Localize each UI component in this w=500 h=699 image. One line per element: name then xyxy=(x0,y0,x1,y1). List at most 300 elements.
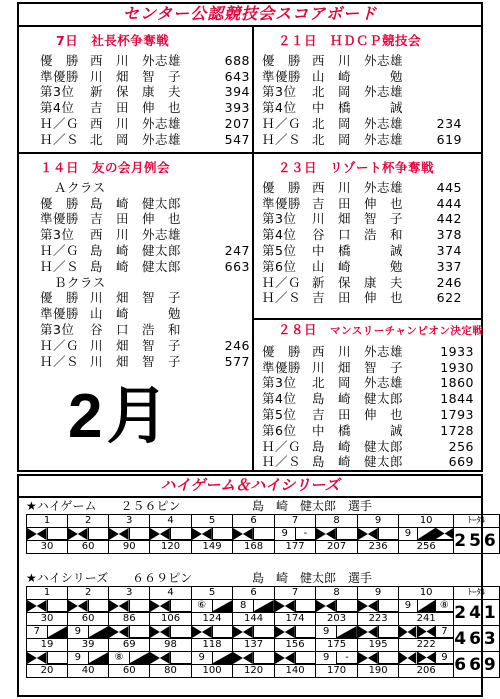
ball-row xyxy=(27,528,500,541)
result-row xyxy=(262,439,483,455)
frame-header-row xyxy=(27,515,500,528)
spare-ball xyxy=(212,600,233,612)
spare-ball xyxy=(129,652,150,664)
strike-mark-icon xyxy=(150,652,170,664)
frame-balls xyxy=(68,652,109,665)
strike-ball xyxy=(150,626,170,638)
cumulative-score: 168 xyxy=(233,541,275,554)
score xyxy=(430,84,462,100)
total-header: ﾄｰﾀﾙ xyxy=(453,587,499,600)
cumulative-score: 80 xyxy=(150,665,192,678)
player-name: 中 橋 誠 xyxy=(312,100,404,116)
frame-number: 4 xyxy=(150,515,192,528)
total-header: ﾄｰﾀﾙ xyxy=(453,515,499,528)
frame-number: 10 xyxy=(399,515,454,528)
frame-balls xyxy=(150,652,192,665)
score: 1793 xyxy=(440,406,474,422)
strike-mark-icon xyxy=(192,626,212,638)
score: 445 xyxy=(436,179,462,195)
ball-pins xyxy=(47,528,68,540)
frame-balls xyxy=(27,528,68,541)
result-list xyxy=(40,53,250,148)
cumulative-score: 98 xyxy=(150,639,192,652)
strike-ball xyxy=(358,652,378,664)
game-total: 669 xyxy=(453,652,499,678)
high-game-label xyxy=(26,499,372,513)
result-row xyxy=(262,196,462,212)
strike-mark-icon xyxy=(109,600,129,612)
rank: 優 勝 xyxy=(262,52,302,68)
rank: 第3位 xyxy=(40,84,75,100)
strike-mark-icon xyxy=(275,626,295,638)
player-name: 吉 田 伸 也 xyxy=(90,100,182,116)
ball-pins: 7 xyxy=(33,626,40,637)
frame-number: 4 xyxy=(150,587,192,600)
cumulative-score: 149 xyxy=(191,541,233,554)
score: 1728 xyxy=(440,422,474,438)
player-name: 川 畑 智 子 xyxy=(90,290,182,306)
strike-mark-icon xyxy=(358,528,378,540)
rank: 優 勝 xyxy=(40,290,80,306)
high-game-player: 島 崎 健太郎 選手 xyxy=(252,499,373,513)
rank: 第4位 xyxy=(262,100,297,116)
strike-mark-icon xyxy=(436,528,453,539)
strike-mark-icon xyxy=(27,528,47,540)
frame-number: 9 xyxy=(357,515,399,528)
strike-mark-icon xyxy=(275,600,295,612)
player-name: 西 川 外志雄 xyxy=(312,343,404,359)
score: 207 xyxy=(224,115,250,131)
frame-balls xyxy=(357,626,399,639)
rank: Ｈ／Ｓ xyxy=(40,131,80,147)
frame-balls xyxy=(274,528,316,541)
frame-balls xyxy=(399,600,454,613)
frame-balls xyxy=(233,528,275,541)
ball-row xyxy=(27,626,500,639)
score: 688 xyxy=(224,52,250,68)
player-name: 北 岡 外志雄 xyxy=(312,115,404,131)
spare-mark-icon xyxy=(213,652,233,663)
frame-number: 10 xyxy=(399,587,454,600)
cumulative-score: 20 xyxy=(27,665,68,678)
result-row xyxy=(40,306,250,322)
rank: 第6位 xyxy=(262,422,297,438)
ball-pins xyxy=(336,528,357,540)
player-name: 吉 田 伸 也 xyxy=(312,406,404,422)
ball-pins: 8 xyxy=(240,600,247,611)
score: 1844 xyxy=(440,391,474,407)
cumulative-score: 118 xyxy=(191,639,233,652)
strike-ball xyxy=(316,528,336,540)
cumulative-score: 30 xyxy=(27,541,68,554)
score: 1860 xyxy=(440,375,474,391)
event-block-day14 xyxy=(40,160,250,369)
rank: Ｈ／Ｓ xyxy=(262,454,302,470)
spare-ball xyxy=(417,600,435,612)
score xyxy=(430,69,462,85)
frame-balls xyxy=(399,652,454,665)
strike-mark-icon xyxy=(109,528,129,540)
rank: 準優勝 xyxy=(262,359,302,375)
strike-ball xyxy=(435,528,453,540)
event-block-day21 xyxy=(262,33,462,148)
strike-mark-icon xyxy=(399,626,416,638)
high-series-scoresheet xyxy=(26,586,500,678)
rank: 優 勝 xyxy=(262,179,302,195)
strike-ball xyxy=(150,600,170,612)
ball-pins xyxy=(378,652,399,664)
rank: 第6位 xyxy=(262,258,297,274)
spare-ball xyxy=(417,528,435,540)
frame-balls xyxy=(191,600,233,613)
ball-pins xyxy=(295,600,316,612)
frame-header-row xyxy=(27,587,500,600)
spare-ball xyxy=(212,652,233,664)
strike-ball xyxy=(358,528,378,540)
result-row xyxy=(262,100,462,116)
score: 393 xyxy=(224,100,250,116)
frame-balls xyxy=(399,528,454,541)
strike-ball xyxy=(417,626,435,638)
result-row xyxy=(262,454,483,470)
rank: Ｈ／Ｇ xyxy=(262,115,302,131)
rank: Ｈ／Ｇ xyxy=(40,337,80,353)
strike-ball xyxy=(316,600,336,612)
ball-pins xyxy=(295,626,316,638)
spare-ball xyxy=(253,600,274,612)
strike-mark-icon xyxy=(27,600,47,612)
score: 394 xyxy=(224,84,250,100)
result-row xyxy=(40,100,250,116)
game-total: 241 xyxy=(453,600,499,626)
strike-mark-icon xyxy=(358,626,378,638)
rank: 第4位 xyxy=(262,391,297,407)
score xyxy=(430,100,462,116)
cumulative-row xyxy=(27,639,500,652)
rank: 第3位 xyxy=(40,321,75,337)
frame-balls xyxy=(233,600,275,613)
strike-ball xyxy=(192,528,212,540)
result-row xyxy=(40,354,250,370)
ball-pins xyxy=(212,626,233,638)
result-row xyxy=(262,132,462,148)
result-row xyxy=(40,84,250,100)
frame-balls xyxy=(357,600,399,613)
result-list-class-a xyxy=(40,196,250,275)
strike-mark-icon xyxy=(150,600,170,612)
strike-ball xyxy=(399,652,416,664)
strike-ball xyxy=(192,626,212,638)
cumulative-score: 60 xyxy=(68,613,109,626)
frame-number: 9 xyxy=(357,587,399,600)
rank: 第5位 xyxy=(262,406,297,422)
result-row xyxy=(40,338,250,354)
frame-balls xyxy=(27,626,68,639)
strike-ball xyxy=(109,600,129,612)
ball-pins xyxy=(170,600,191,612)
result-row xyxy=(40,53,250,69)
result-row xyxy=(262,344,483,360)
ball-pins: 9 xyxy=(323,626,330,637)
rank: 準優勝 xyxy=(262,195,302,211)
player-name: 西 川 外志雄 xyxy=(90,227,182,243)
player-name: 島 崎 健太郎 xyxy=(90,242,182,258)
ball-row xyxy=(27,652,500,665)
ball-pins xyxy=(253,652,274,664)
ball-pins xyxy=(47,600,68,612)
event-heading: ２３日 リゾート杯争奪戦 xyxy=(278,160,435,175)
cumulative-score: 236 xyxy=(357,541,399,554)
spare-mark-icon xyxy=(337,626,357,637)
ball-pins: ⑧ xyxy=(114,652,124,663)
result-row xyxy=(40,69,250,85)
cumulative-score: 30 xyxy=(27,613,68,626)
ball-pins xyxy=(170,652,191,664)
spare-ball xyxy=(88,626,109,638)
high-section-title: ハイゲーム＆ハイシリーズ xyxy=(160,476,340,494)
frame-balls xyxy=(316,652,358,665)
result-row xyxy=(40,211,250,227)
event-heading: ２１日 ＨＤＣＰ競技会 xyxy=(278,33,422,48)
result-row xyxy=(262,211,462,227)
high-series-label xyxy=(26,571,372,585)
strike-mark-icon xyxy=(68,528,88,540)
result-row xyxy=(262,360,483,376)
frame-balls xyxy=(68,626,109,639)
high-series-player: 島 崎 健太郎 選手 xyxy=(252,571,373,585)
spare-ball xyxy=(88,652,109,664)
cumulative-score: 69 xyxy=(109,639,150,652)
cumulative-score: 174 xyxy=(274,613,316,626)
rank: Ｈ／Ｓ xyxy=(40,353,80,369)
cumulative-score: 241 xyxy=(399,613,454,626)
spare-mark-icon xyxy=(418,528,435,539)
frame-balls xyxy=(316,528,358,541)
player-name: 北 岡 外志雄 xyxy=(312,131,404,147)
board-title: センター公認競技会スコアボード xyxy=(122,4,378,23)
rank: 第3位 xyxy=(262,211,297,227)
cumulative-score: 124 xyxy=(191,613,233,626)
cumulative-score: 86 xyxy=(109,613,150,626)
result-list-class-b xyxy=(40,290,250,369)
player-name: 山 崎 勉 xyxy=(90,306,182,322)
ball-pins: 9 xyxy=(281,528,288,539)
game-total: 463 xyxy=(453,626,499,652)
strike-ball xyxy=(233,626,253,638)
high-series-pins: ★ハイシリーズ ６６９ピン xyxy=(26,571,193,585)
ball-pins xyxy=(378,626,399,638)
player-name: 西 川 外志雄 xyxy=(312,179,404,195)
strike-ball xyxy=(275,626,295,638)
ball-pins xyxy=(212,528,233,540)
ball-pins xyxy=(129,626,150,638)
ball-pins xyxy=(88,600,109,612)
frame-balls xyxy=(109,652,150,665)
strike-ball xyxy=(27,528,47,540)
frame-balls xyxy=(68,600,109,613)
player-name: 中 橋 誠 xyxy=(312,422,404,438)
result-row xyxy=(40,290,250,306)
score: 577 xyxy=(224,353,250,369)
result-row xyxy=(40,132,250,148)
rank: Ｈ／Ｇ xyxy=(262,274,302,290)
rank: Ｈ／Ｇ xyxy=(262,438,302,454)
score xyxy=(214,227,250,243)
player-name: 川 畑 智 子 xyxy=(90,68,182,84)
cumulative-score: 195 xyxy=(357,639,399,652)
frame-balls xyxy=(109,600,150,613)
spare-mark-icon xyxy=(48,626,68,637)
strike-mark-icon xyxy=(275,652,295,664)
cumulative-score: 40 xyxy=(68,665,109,678)
strike-ball xyxy=(358,626,378,638)
ball-pins: 9 xyxy=(323,652,330,663)
result-row xyxy=(40,227,250,243)
result-row xyxy=(262,290,462,306)
divider xyxy=(252,26,254,472)
strike-mark-icon xyxy=(316,600,336,612)
score: 669 xyxy=(448,454,474,470)
frame-balls xyxy=(399,626,454,639)
score: 246 xyxy=(436,274,462,290)
rank: Ｈ／Ｇ xyxy=(40,242,80,258)
high-game-pins: ★ハイゲーム ２５６ピン xyxy=(26,499,181,513)
result-row xyxy=(262,227,462,243)
ball-row xyxy=(27,600,500,613)
game-total: 256 xyxy=(453,528,499,554)
strike-ball xyxy=(27,600,47,612)
frame-number: 6 xyxy=(233,515,275,528)
result-row xyxy=(262,275,462,291)
frame-number: 1 xyxy=(27,515,68,528)
ball-pins xyxy=(47,652,68,664)
score: 622 xyxy=(436,290,462,306)
frame-number: 8 xyxy=(316,515,358,528)
result-row xyxy=(40,196,250,212)
result-row xyxy=(262,53,462,69)
strike-mark-icon xyxy=(68,600,88,612)
rank: 優 勝 xyxy=(262,343,302,359)
ball-pins xyxy=(253,528,274,540)
spare-mark-icon xyxy=(213,600,233,611)
strike-mark-icon xyxy=(358,600,378,612)
frame-balls xyxy=(274,652,316,665)
frame-balls xyxy=(109,528,150,541)
cumulative-row xyxy=(27,665,500,678)
score: 247 xyxy=(224,242,250,258)
ball-pins xyxy=(378,600,399,612)
cumulative-score: 223 xyxy=(357,613,399,626)
player-name: 島 崎 健太郎 xyxy=(90,195,182,211)
score xyxy=(214,290,250,306)
strike-mark-icon xyxy=(233,626,253,638)
strike-mark-icon xyxy=(27,652,47,664)
ball-pins: ⑥ xyxy=(197,600,207,611)
frame-number: 5 xyxy=(191,515,233,528)
strike-mark-icon xyxy=(418,626,435,637)
player-name: 新 保 康 夫 xyxy=(312,274,404,290)
cumulative-score: 60 xyxy=(109,665,150,678)
cumulative-score: 90 xyxy=(109,541,150,554)
cumulative-score: 144 xyxy=(233,613,275,626)
high-game-scoresheet xyxy=(26,514,500,554)
strike-ball xyxy=(109,626,129,638)
strike-mark-icon xyxy=(418,652,435,663)
result-row xyxy=(262,243,462,259)
frame-number: 7 xyxy=(274,587,316,600)
score: 1930 xyxy=(440,359,474,375)
frame-balls xyxy=(233,652,275,665)
strike-ball xyxy=(27,652,47,664)
divider xyxy=(19,25,481,27)
spare-mark-icon xyxy=(130,652,150,663)
strike-mark-icon xyxy=(233,528,253,540)
ball-pins: 9 xyxy=(74,626,82,637)
strike-ball xyxy=(399,626,416,638)
player-name: 吉 田 伸 也 xyxy=(90,211,182,227)
score: 663 xyxy=(224,258,250,274)
score: 337 xyxy=(436,258,462,274)
frame-balls xyxy=(316,600,358,613)
player-name: 吉 田 伸 也 xyxy=(312,290,404,306)
strike-mark-icon xyxy=(233,652,253,664)
frame-number: 3 xyxy=(109,515,150,528)
result-row xyxy=(40,259,250,275)
rank: Ｈ／Ｇ xyxy=(40,115,80,131)
result-row xyxy=(262,375,483,391)
cumulative-score: 190 xyxy=(357,665,399,678)
strike-ball xyxy=(233,652,253,664)
ball-pins xyxy=(129,528,150,540)
cumulative-score: 156 xyxy=(274,639,316,652)
rank: 優 勝 xyxy=(40,195,80,211)
score xyxy=(430,53,462,69)
event-day: ２８日 xyxy=(278,322,318,337)
rank: 優 勝 xyxy=(40,52,80,68)
cumulative-score: 39 xyxy=(68,639,109,652)
score: 374 xyxy=(436,242,462,258)
rank: 第3位 xyxy=(262,84,297,100)
result-row xyxy=(262,116,462,132)
month-label: 2月 xyxy=(68,382,173,451)
cumulative-score: 100 xyxy=(191,665,233,678)
strike-ball xyxy=(275,600,295,612)
frame-number: 2 xyxy=(68,515,109,528)
strike-mark-icon xyxy=(150,528,170,540)
cumulative-score: 206 xyxy=(399,665,454,678)
rank: Ｈ／Ｓ xyxy=(262,131,302,147)
strike-ball xyxy=(417,652,435,664)
rank: 第5位 xyxy=(262,242,297,258)
event-heading xyxy=(262,322,483,340)
score xyxy=(214,306,250,322)
result-row xyxy=(262,180,462,196)
event-block-day28 xyxy=(262,322,483,470)
score xyxy=(214,196,250,212)
frame-number: 2 xyxy=(68,587,109,600)
strike-ball xyxy=(68,600,88,612)
rank: 第3位 xyxy=(40,227,75,243)
frame-balls xyxy=(274,626,316,639)
rank: Ｈ／Ｓ xyxy=(40,258,80,274)
ball-pins: 9 xyxy=(74,652,82,663)
cumulative-score: 207 xyxy=(316,541,358,554)
cumulative-score: 137 xyxy=(233,639,275,652)
player-name: 島 崎 健太郎 xyxy=(312,391,404,407)
frame-balls xyxy=(191,528,233,541)
player-name: 北 岡 外志雄 xyxy=(312,375,404,391)
divider xyxy=(19,152,481,154)
